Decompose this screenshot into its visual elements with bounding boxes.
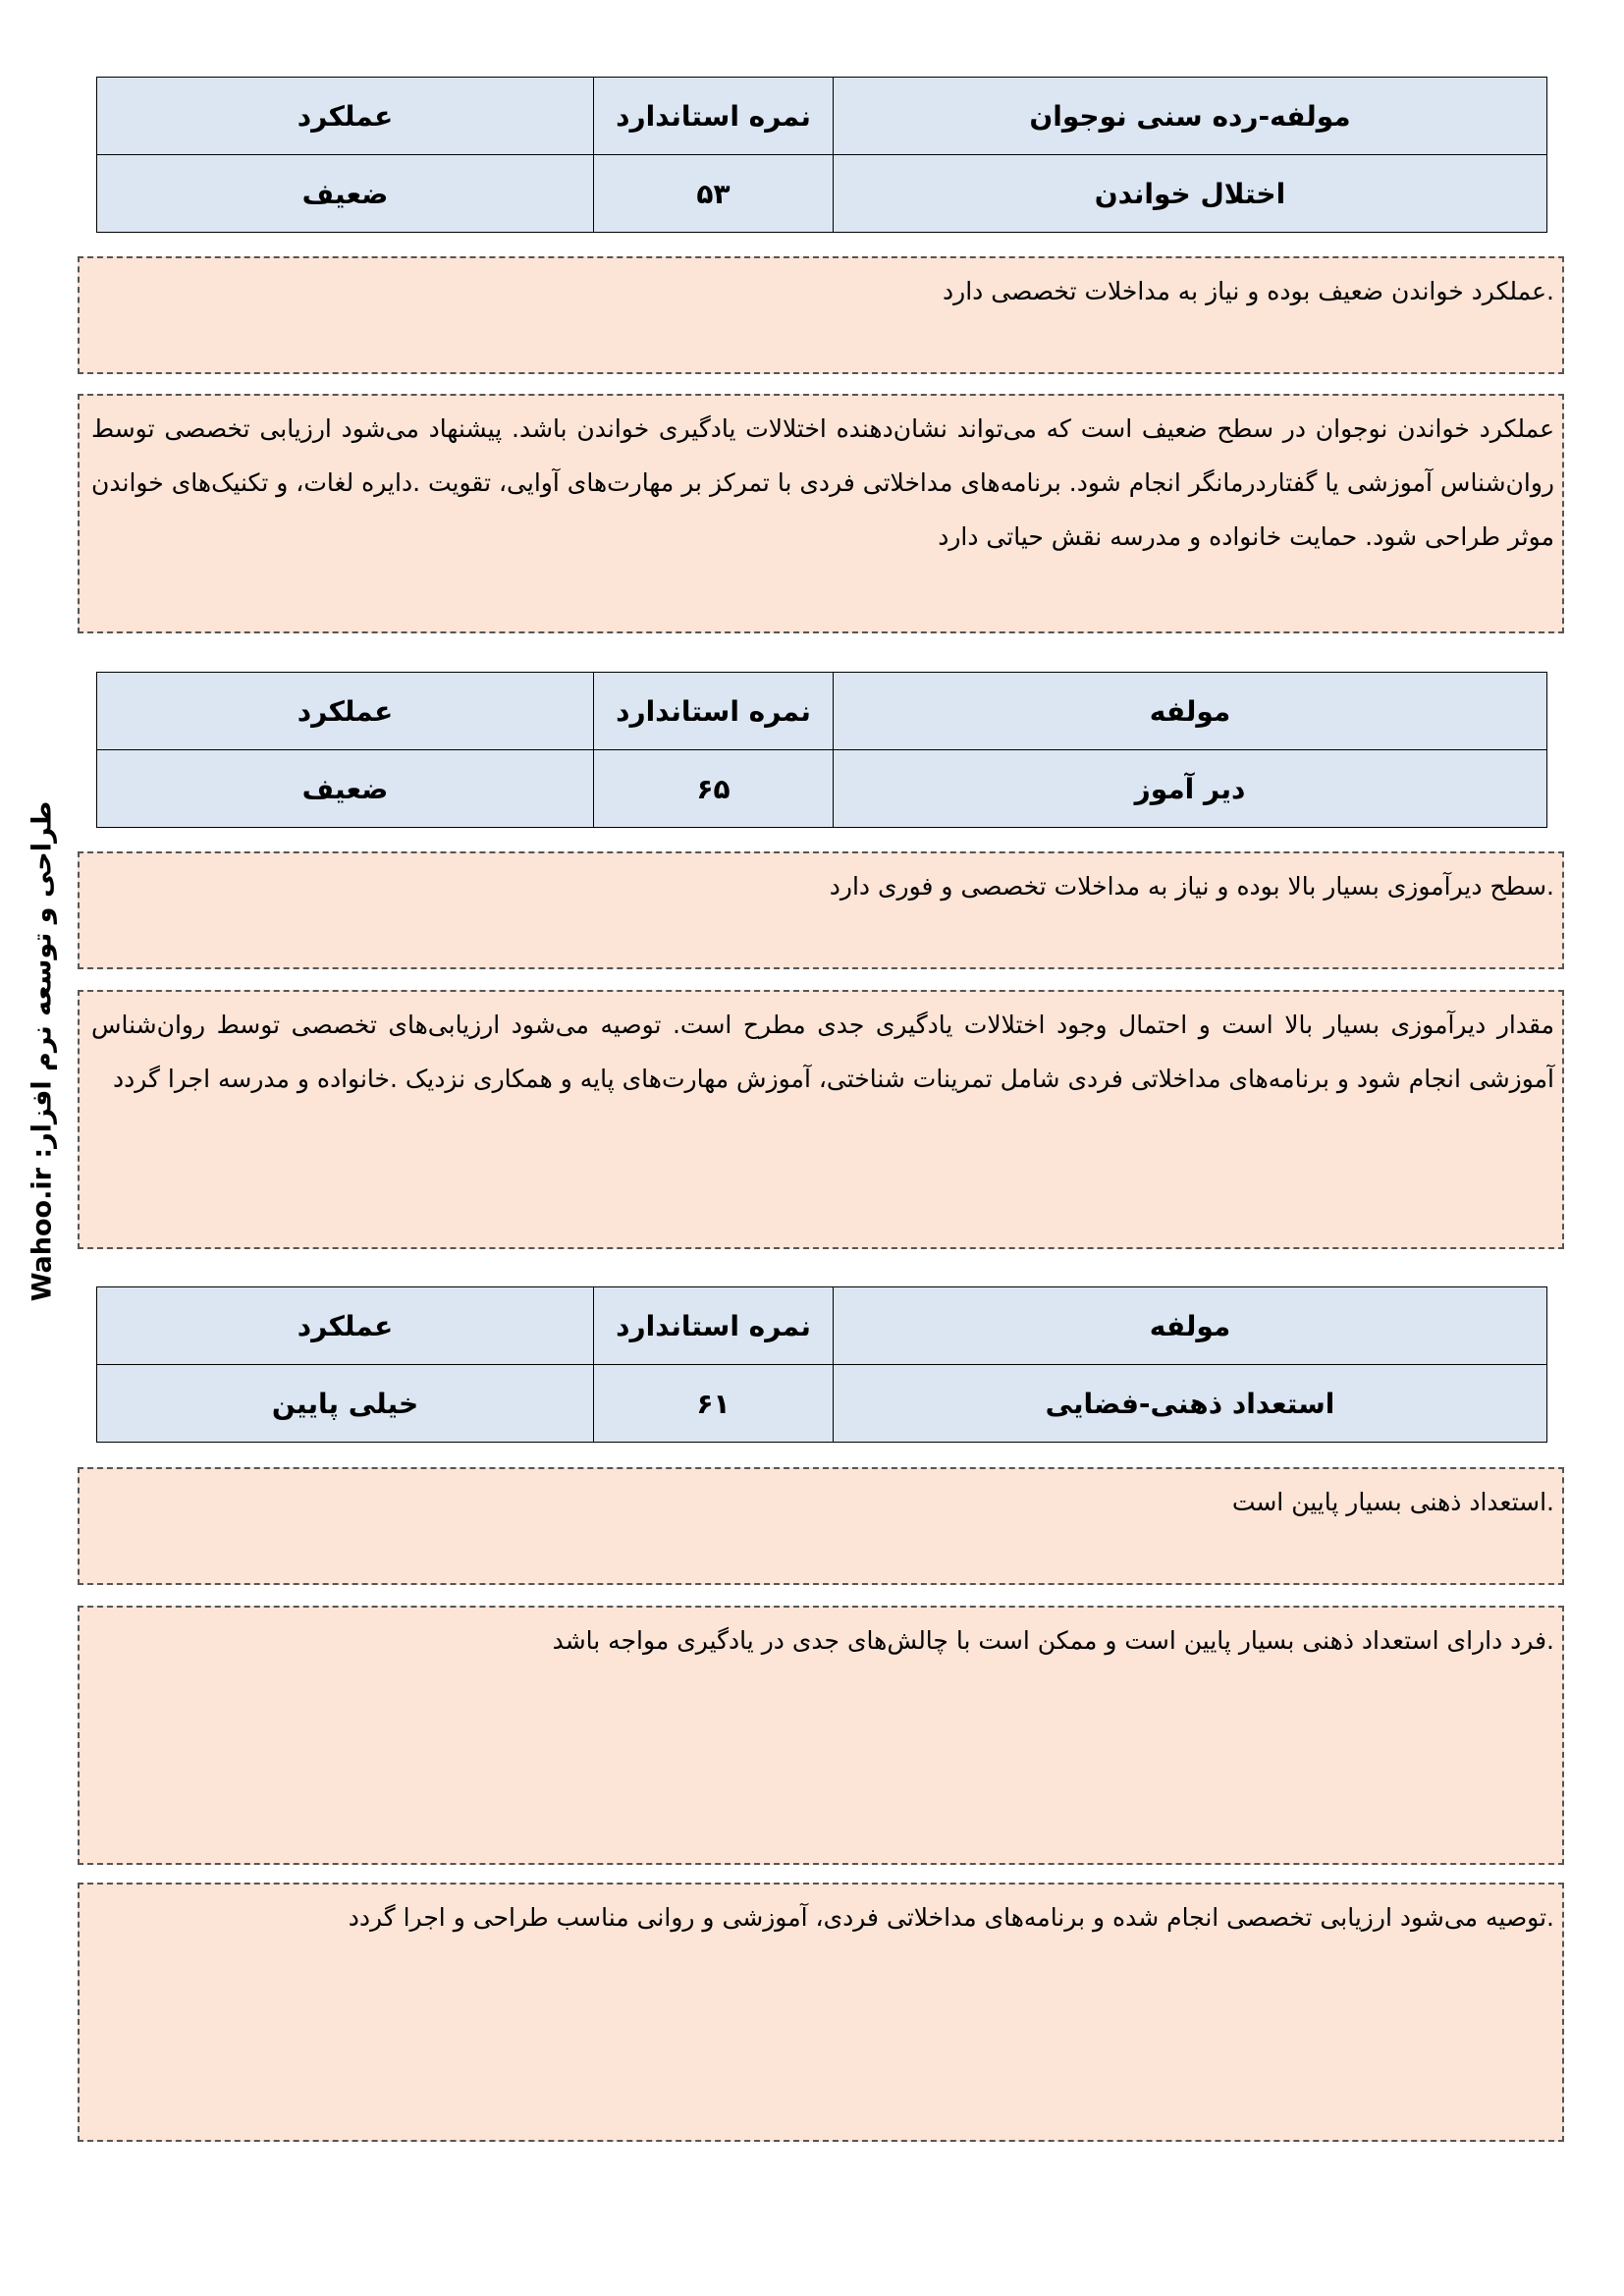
cell-performance: خیلی پایین [97,1365,594,1443]
table-row [97,155,1547,233]
detail-box-reading [78,394,1564,633]
detail-text: .فرد دارای استعداد ذهنی بسیار پایین است و ممکن است با چالش‌های جدی در یادگیری مواجه باشد [552,1626,1554,1655]
score-table-spatial-aptitude [96,1286,1547,1443]
summary-text: .عملکرد خواندن ضعیف بوده و نیاز به مداخلات تخصصی دارد [943,277,1554,305]
summary-box-spatial-aptitude [78,1467,1564,1585]
score-table-reading [96,77,1547,233]
cell-performance: ضعیف [97,155,594,233]
cell-component: استعداد ذهنی-فضایی [834,1365,1547,1443]
cell-standard-score: ۵۳ [594,155,834,233]
detail-text: عملکرد خواندن نوجوان در سطح ضعیف است که می‌تواند نشان‌دهنده اختلالات یادگیری خواندن باشد. پیشنهاد می‌شود ارزیابی تخصصی توسط روان‌شناس آموزشی یا گفتاردرمانگر انجام شود. برنامه‌های مداخلاتی فردی با تمرکز بر مهارت‌های آوایی، تقویت .دایره لغات، و تکنیک‌های خواندن موثر طراحی شود. حمایت خانواده و مدرسه نقش حیاتی دارد [91,414,1554,551]
detail-box-spatial-aptitude [78,1606,1564,1865]
header-standard-score: نمره استاندارد [594,1287,834,1365]
header-component: مولفه-رده سنی نوجوان [834,78,1547,155]
detail-text: مقدار دیرآموزی بسیار بالا است و احتمال وجود اختلالات یادگیری جدی مطرح است. توصیه می‌شود ارزیابی‌های تخصصی توسط روان‌شناس آموزشی انجام شود و برنامه‌های مداخلاتی فردی شامل تمرینات شناختی، آموزش مهارت‌های پایه و همکاری نزدیک .خانواده و مدرسه اجرا گردد [91,1011,1554,1093]
table-header-row [97,673,1547,750]
cell-standard-score: ۶۱ [594,1365,834,1443]
header-performance: عملکرد [97,78,594,155]
table-row [97,1365,1547,1443]
header-performance: عملکرد [97,1287,594,1365]
cell-standard-score: ۶۵ [594,750,834,828]
cell-component: دیر آموز [834,750,1547,828]
summary-text: .سطح دیرآموزی بسیار بالا بوده و نیاز به مداخلات تخصصی و فوری دارد [829,872,1554,901]
header-performance: عملکرد [97,673,594,750]
table-header-row [97,78,1547,155]
header-component: مولفه [834,673,1547,750]
cell-performance: ضعیف [97,750,594,828]
summary-box-reading [78,256,1564,374]
detail-box-slow-learner [78,990,1564,1249]
recommendation-text: .توصیه می‌شود ارزیابی تخصصی انجام شده و برنامه‌های مداخلاتی فردی، آموزشی و روانی مناسب طراحی و اجرا گردد [348,1903,1554,1932]
recommendation-box-spatial-aptitude [78,1883,1564,2142]
score-table-slow-learner [96,672,1547,828]
table-row [97,750,1547,828]
cell-component: اختلال خواندن [834,155,1547,233]
summary-box-slow-learner [78,851,1564,969]
credit-text: طراحی و توسعه نرم افزار: Wahoo.ir [27,800,58,1301]
header-standard-score: نمره استاندارد [594,673,834,750]
vertical-credit-label [13,786,72,1316]
summary-text: .استعداد ذهنی بسیار پایین است [1231,1488,1554,1516]
table-header-row [97,1287,1547,1365]
header-standard-score: نمره استاندارد [594,78,834,155]
header-component: مولفه [834,1287,1547,1365]
